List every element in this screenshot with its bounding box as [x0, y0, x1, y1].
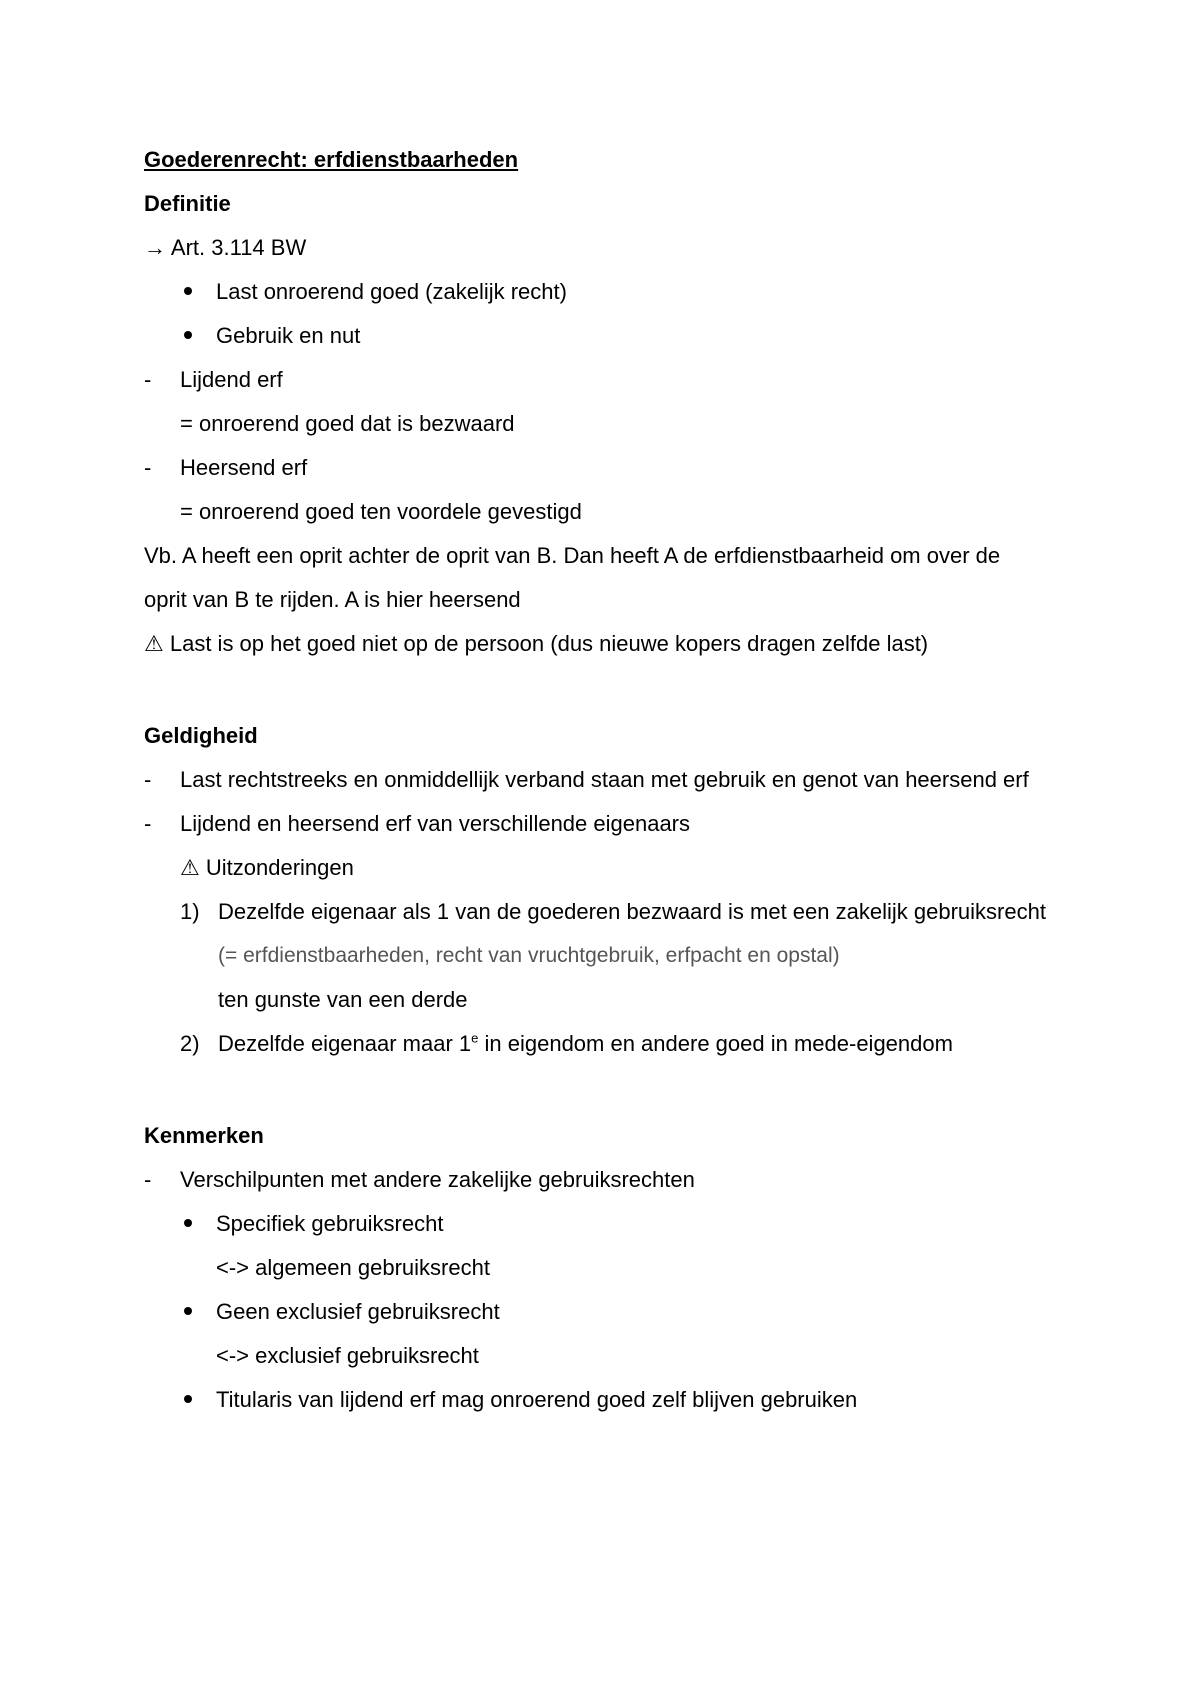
- lijdend-erf-label: Lijdend erf: [180, 367, 283, 392]
- warning-note: [144, 630, 928, 658]
- dash-marker: -: [144, 455, 152, 480]
- list-item: Last rechtstreeks en onmiddellijk verband staan met gebruik en genot van heersend erf: [180, 767, 1029, 792]
- section-heading-kenmerken: Kenmerken: [144, 1123, 264, 1148]
- exception-2-text: [218, 1030, 953, 1058]
- exception-1-text: Dezelfde eigenaar als 1 van de goederen bezwaard is met een zakelijk gebruiksrecht: [218, 899, 1046, 924]
- bullet-icon: [184, 1307, 192, 1315]
- example-line-1: Vb. A heeft een oprit achter de oprit van B. Dan heeft A de erfdienstbaarheid om over de: [144, 543, 1001, 568]
- list-item: Specifiek gebruiksrecht: [216, 1211, 444, 1236]
- warning-icon: ⚠: [144, 631, 164, 656]
- section-heading-definitie: Definitie: [144, 191, 231, 216]
- article-text: Art. 3.114 BW: [170, 235, 307, 260]
- bullet-icon: [184, 287, 192, 295]
- list-item: Verschilpunten met andere zakelijke gebruiksrechten: [180, 1167, 695, 1192]
- list-item-contrast: <-> algemeen gebruiksrecht: [216, 1255, 490, 1280]
- list-number: 1): [180, 899, 200, 924]
- list-item: Geen exclusief gebruiksrecht: [216, 1299, 500, 1324]
- exceptions-label: Uitzonderingen: [205, 855, 354, 880]
- list-item: Gebruik en nut: [216, 323, 361, 348]
- list-item: Titularis van lijdend erf mag onroerend goed zelf blijven gebruiken: [216, 1387, 858, 1412]
- dash-marker: -: [144, 1167, 152, 1192]
- superscript: e: [471, 1030, 479, 1046]
- heersend-erf-label: Heersend erf: [180, 455, 308, 480]
- list-number: 2): [180, 1031, 200, 1056]
- dash-marker: -: [144, 367, 152, 392]
- document-title: Goederenrecht: erfdienstbaarheden: [144, 147, 519, 172]
- article-reference: [144, 234, 306, 262]
- example-line-2: oprit van B te rijden. A is hier heersend: [144, 587, 521, 612]
- warning-text: Last is op het goed niet op de persoon (dus nieuwe kopers dragen zelfde last): [169, 631, 929, 656]
- dash-marker: -: [144, 767, 152, 792]
- warning-icon: ⚠: [180, 855, 200, 880]
- exception-2-text-end: in eigendom en andere goed in mede-eigendom: [478, 1031, 953, 1056]
- exception-1-continuation: ten gunste van een derde: [218, 987, 468, 1012]
- bullet-icon: [184, 1219, 192, 1227]
- lijdend-erf-description: = onroerend goed dat is bezwaard: [180, 411, 515, 436]
- list-item: Lijdend en heersend erf van verschillende eigenaars: [180, 811, 691, 836]
- bullet-icon: [184, 331, 192, 339]
- list-item-contrast: <-> exclusief gebruiksrecht: [216, 1343, 479, 1368]
- dash-marker: -: [144, 811, 152, 836]
- exception-2-text-start: Dezelfde eigenaar maar 1: [218, 1031, 472, 1056]
- section-heading-geldigheid: Geldigheid: [144, 723, 258, 748]
- heersend-erf-description: = onroerend goed ten voordele gevestigd: [180, 499, 582, 524]
- exceptions-heading: [180, 854, 354, 882]
- arrow-right-icon: →: [144, 235, 166, 260]
- bullet-icon: [184, 1395, 192, 1403]
- list-item: Last onroerend goed (zakelijk recht): [216, 279, 567, 304]
- exception-1-note: (= erfdienstbaarheden, recht van vruchtgebruik, erfpacht en opstal): [218, 944, 840, 967]
